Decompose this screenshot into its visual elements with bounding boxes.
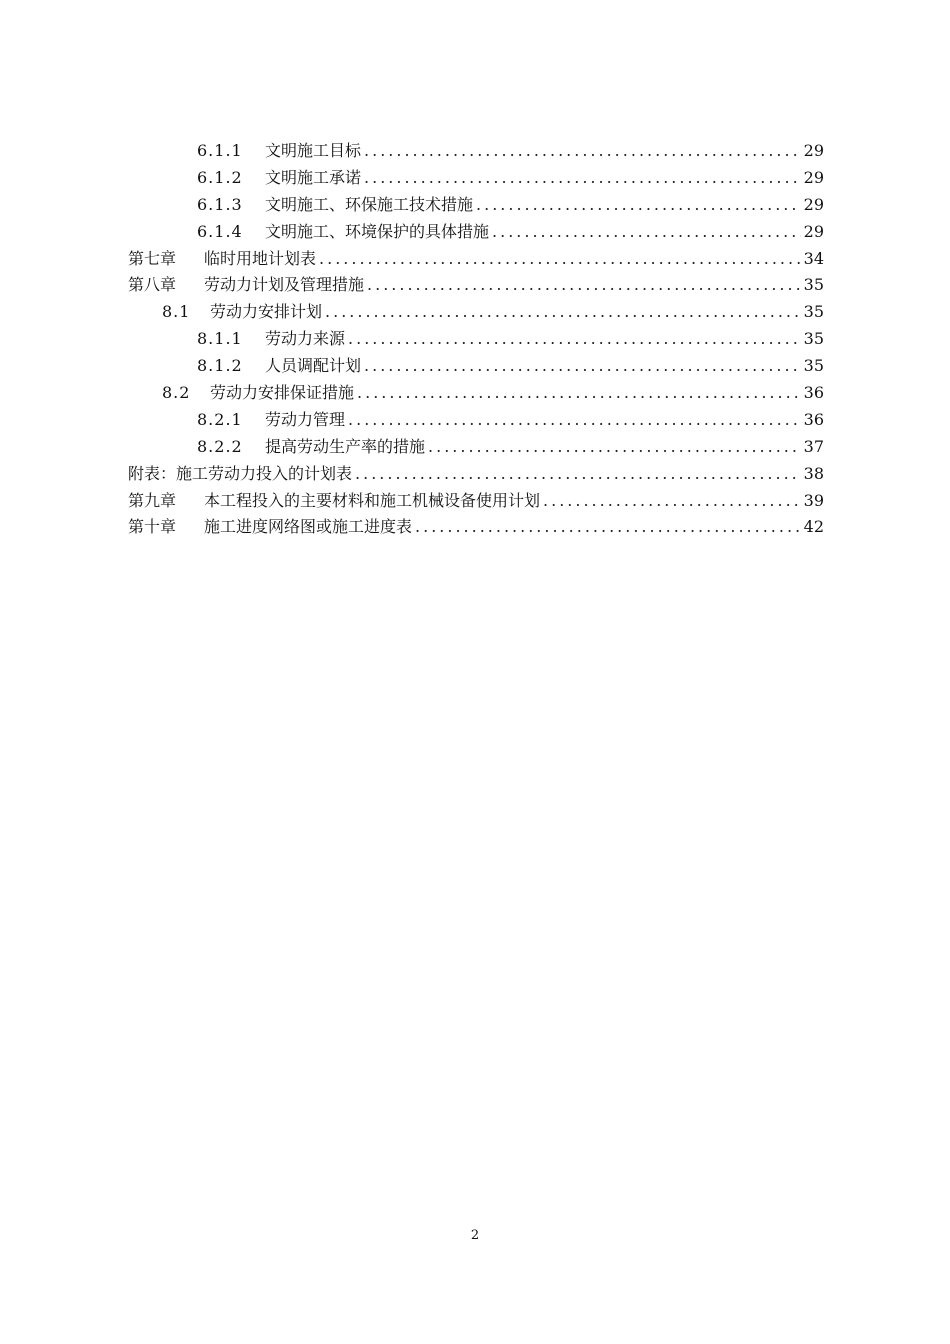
toc-entry-title: 文明施工、环境保护的具体措施 bbox=[265, 221, 490, 241]
toc-entry-number: 8.1.2 bbox=[197, 356, 243, 376]
toc-entry-page: 36 bbox=[803, 383, 824, 403]
toc-dot-leader bbox=[476, 192, 801, 219]
toc-entry-title: 劳动力安排计划 bbox=[210, 302, 323, 322]
toc-dot-leader bbox=[364, 138, 801, 165]
page-number: 2 bbox=[470, 1228, 480, 1243]
toc-entry[interactable] bbox=[128, 353, 824, 380]
toc-entry[interactable] bbox=[128, 380, 824, 407]
toc-dot-leader bbox=[319, 246, 801, 273]
toc-entry[interactable] bbox=[128, 461, 824, 488]
toc-dot-leader bbox=[325, 299, 801, 326]
toc-entry-title: 劳动力管理 bbox=[265, 409, 346, 429]
toc-entry-number: 第九章 bbox=[128, 490, 177, 510]
toc-dot-leader bbox=[357, 380, 801, 407]
toc-entry-number: 8.2 bbox=[162, 383, 191, 403]
toc-entry-title: 提高劳动生产率的措施 bbox=[265, 436, 426, 456]
toc-dot-leader bbox=[348, 407, 801, 434]
toc-entry-page: 34 bbox=[803, 248, 824, 268]
toc-entry-page: 29 bbox=[803, 167, 824, 187]
toc-dot-leader bbox=[355, 461, 801, 488]
toc-entry[interactable] bbox=[128, 488, 824, 515]
toc-dot-leader bbox=[367, 272, 801, 299]
toc-entry-title: 劳动力安排保证措施 bbox=[210, 383, 355, 403]
toc-entry-number: 6.1.4 bbox=[197, 221, 243, 241]
toc-entry[interactable] bbox=[128, 514, 824, 541]
toc-entry-page: 29 bbox=[803, 141, 824, 160]
toc-entry-title: 施工进度网络图或施工进度表 bbox=[204, 517, 413, 537]
toc-entry[interactable] bbox=[128, 407, 824, 434]
toc-entry-number: 第十章 bbox=[128, 517, 177, 537]
toc-entry-number: 8.1.1 bbox=[197, 329, 243, 349]
toc-entry-number: 8.2.2 bbox=[197, 436, 243, 456]
toc-entry-page: 39 bbox=[803, 490, 824, 510]
toc-entry-page: 35 bbox=[803, 275, 824, 295]
toc-entry[interactable] bbox=[128, 138, 824, 165]
toc-entry[interactable] bbox=[128, 299, 824, 326]
toc-entry-title: 文明施工目标 bbox=[265, 141, 362, 160]
toc-dot-leader bbox=[348, 326, 801, 353]
toc-entry[interactable] bbox=[128, 326, 824, 353]
toc-entry-page: 35 bbox=[803, 356, 824, 376]
toc-entry-title: 人员调配计划 bbox=[265, 356, 362, 376]
toc-entry[interactable] bbox=[128, 219, 824, 246]
toc-entry-number: 6.1.1 bbox=[197, 141, 243, 160]
toc-entry[interactable] bbox=[128, 272, 824, 299]
toc-entry[interactable] bbox=[128, 434, 824, 461]
toc-dot-leader bbox=[428, 434, 801, 461]
toc-entry-title: 本工程投入的主要材料和施工机械设备使用计划 bbox=[204, 490, 541, 510]
toc-entry-page: 42 bbox=[803, 517, 824, 537]
toc-entry[interactable] bbox=[128, 192, 824, 219]
toc-entry-title: 附表：施工劳动力投入的计划表 bbox=[128, 463, 353, 483]
toc-entry-title: 劳动力来源 bbox=[265, 329, 346, 349]
toc-entry-page: 35 bbox=[803, 329, 824, 349]
toc-dot-leader bbox=[364, 165, 801, 192]
toc-dot-leader bbox=[364, 353, 801, 380]
toc-entry-number: 6.1.3 bbox=[197, 194, 243, 214]
toc-dot-leader bbox=[543, 488, 801, 515]
toc-entry[interactable] bbox=[128, 165, 824, 192]
toc-entry-title: 临时用地计划表 bbox=[204, 248, 317, 268]
toc-entry-number: 6.1.2 bbox=[197, 167, 243, 187]
toc-entry-page: 36 bbox=[803, 409, 824, 429]
toc-entry-number: 第七章 bbox=[128, 248, 177, 268]
toc-entry-number: 8.2.1 bbox=[197, 409, 243, 429]
toc-entry-number: 8.1 bbox=[162, 302, 191, 322]
toc-entry-page: 29 bbox=[803, 221, 824, 241]
toc-entry-page: 37 bbox=[803, 436, 824, 456]
toc-dot-leader bbox=[492, 219, 801, 246]
toc-entry-title: 文明施工承诺 bbox=[265, 167, 362, 187]
toc-entry-number: 第八章 bbox=[128, 275, 177, 295]
toc-dot-leader bbox=[415, 514, 801, 541]
toc-entry-page: 29 bbox=[803, 194, 824, 214]
toc-entry-page: 38 bbox=[803, 463, 824, 483]
table-of-contents bbox=[128, 138, 824, 541]
toc-entry-title: 劳动力计划及管理措施 bbox=[204, 275, 365, 295]
toc-entry-page: 35 bbox=[803, 302, 824, 322]
toc-entry[interactable] bbox=[128, 246, 824, 273]
toc-entry-title: 文明施工、环保施工技术措施 bbox=[265, 194, 474, 214]
